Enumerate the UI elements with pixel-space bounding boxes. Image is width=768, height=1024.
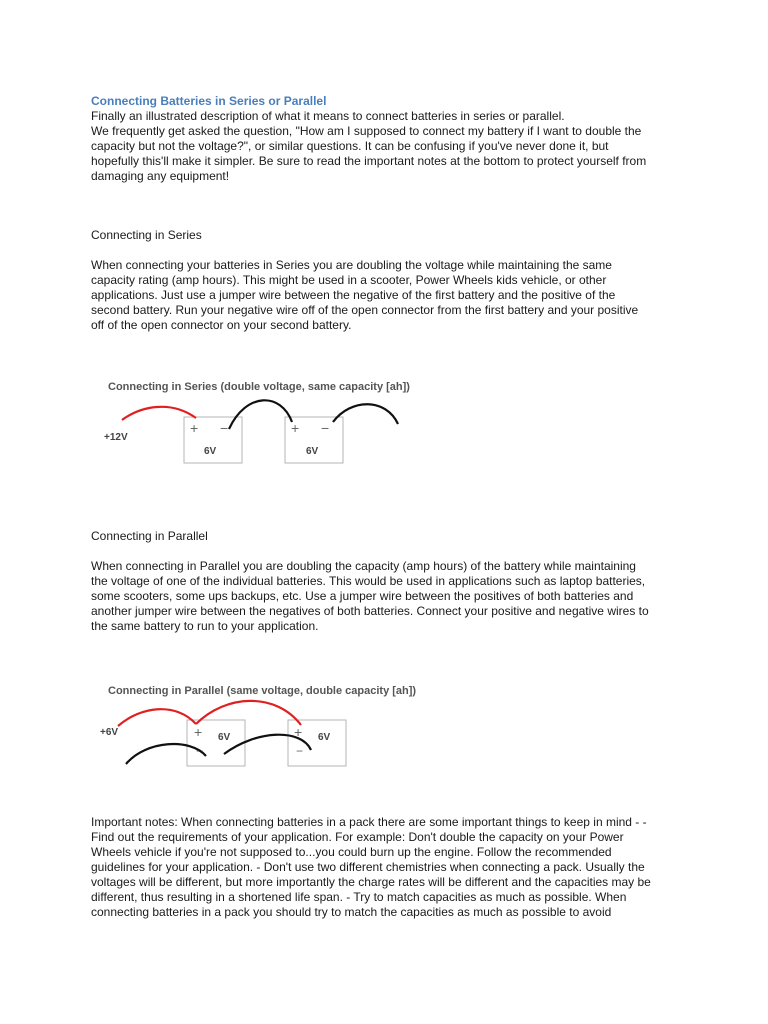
notes-paragraph [91,815,691,920]
parallel-heading: Connecting in Parallel [91,529,208,543]
series-heading: Connecting in Series [91,228,202,242]
parallel-line: the same battery to run to your application. [91,619,319,633]
parallel-paragraph [91,559,691,634]
parallel-line: When connecting in Parallel you are doubling the capacity (amp hours) of the battery while maintaining [91,559,636,573]
series-line: applications. Just use a jumper wire between the negative of the first battery and the positive of the [91,288,616,302]
intro-line: Finally an illustrated description of what it means to connect batteries in series or parallel. [91,109,565,123]
parallel-line: some scooters, some ups backups, etc. Use a jumper wire between the positives of both batteries and [91,589,634,603]
parallel-battery-1-minus: − [196,744,204,758]
parallel-battery-2-label: 6V [318,732,331,743]
notes-line: voltages will be different, but more importantly the charge rates will be different and the capacities may be [91,875,651,889]
parallel-battery-2-plus: + [294,724,303,740]
series-battery-2-label: 6V [306,446,319,457]
series-line: capacity rating (amp hours). This might be used in a scooter, Power Wheels kids vehicle, or other [91,273,607,287]
series-battery-1-plus: + [190,420,199,436]
parallel-caption: Connecting in Parallel (same voltage, double capacity [ah]) [108,685,417,697]
series-line: off of the open connector on your second battery. [91,318,352,332]
series-battery-2-plus: + [291,420,300,436]
intro-line: damaging any equipment! [91,169,230,183]
parallel-output-label: +6V [100,727,119,738]
article-title: Connecting Batteries in Series or Parallel [91,94,327,108]
series-battery-1-label: 6V [204,446,217,457]
parallel-positive-wire [118,709,196,726]
intro-line: hopefully this'll make it simpler. Be sure to read the important notes at the bottom to protect yourself from [91,154,647,168]
intro-line: capacity but not the voltage?", or similar questions. It can be confusing if you've never done it, but [91,139,609,153]
series-line: When connecting your batteries in Series you are doubling the voltage while maintaining the same [91,258,612,272]
parallel-line: the voltage of one of the individual batteries. This would be used in applications such as laptop batteries, [91,574,646,588]
notes-line: guidelines for your application. - Don't use two different chemistries when connecting a pack. Usually the [91,860,645,874]
series-paragraph [91,258,691,333]
series-line: second battery. Run your negative wire off of the open connector from the first battery and your positive [91,303,639,317]
notes-line: connecting batteries in a pack you should try to match the capacities as much as possible to avoid [91,905,612,919]
notes-line: different, thus resulting in a shortened life span. - Try to match capacities as much as possible. When [91,890,627,904]
intro-paragraph [91,109,691,184]
series-diagram-svg [96,372,416,472]
parallel-diagram-svg [96,680,436,780]
series-caption: Connecting in Series (double voltage, same capacity [ah]) [108,381,410,393]
intro-line: We frequently get asked the question, "How am I supposed to connect my battery if I want to double the [91,124,642,138]
notes-line: Wheels vehicle if you're not supposed to...you could burn up the engine. Follow the recommended [91,845,612,859]
parallel-diagram [96,680,436,780]
series-battery-1-minus: − [220,420,229,436]
series-output-label: +12V [104,432,128,443]
parallel-battery-1-label: 6V [218,732,231,743]
parallel-battery-1-plus: + [194,724,203,740]
notes-line: Important notes: When connecting batteries in a pack there are some important things to keep in mind - - [91,815,647,829]
series-battery-2-minus: − [321,420,330,436]
notes-line: Find out the requirements of your application. For example: Don't double the capacity on your Power [91,830,624,844]
parallel-line: another jumper wire between the negatives of both batteries. Connect your positive and negative wires to [91,604,649,618]
parallel-battery-2-minus: − [296,744,304,758]
series-diagram [96,372,416,472]
